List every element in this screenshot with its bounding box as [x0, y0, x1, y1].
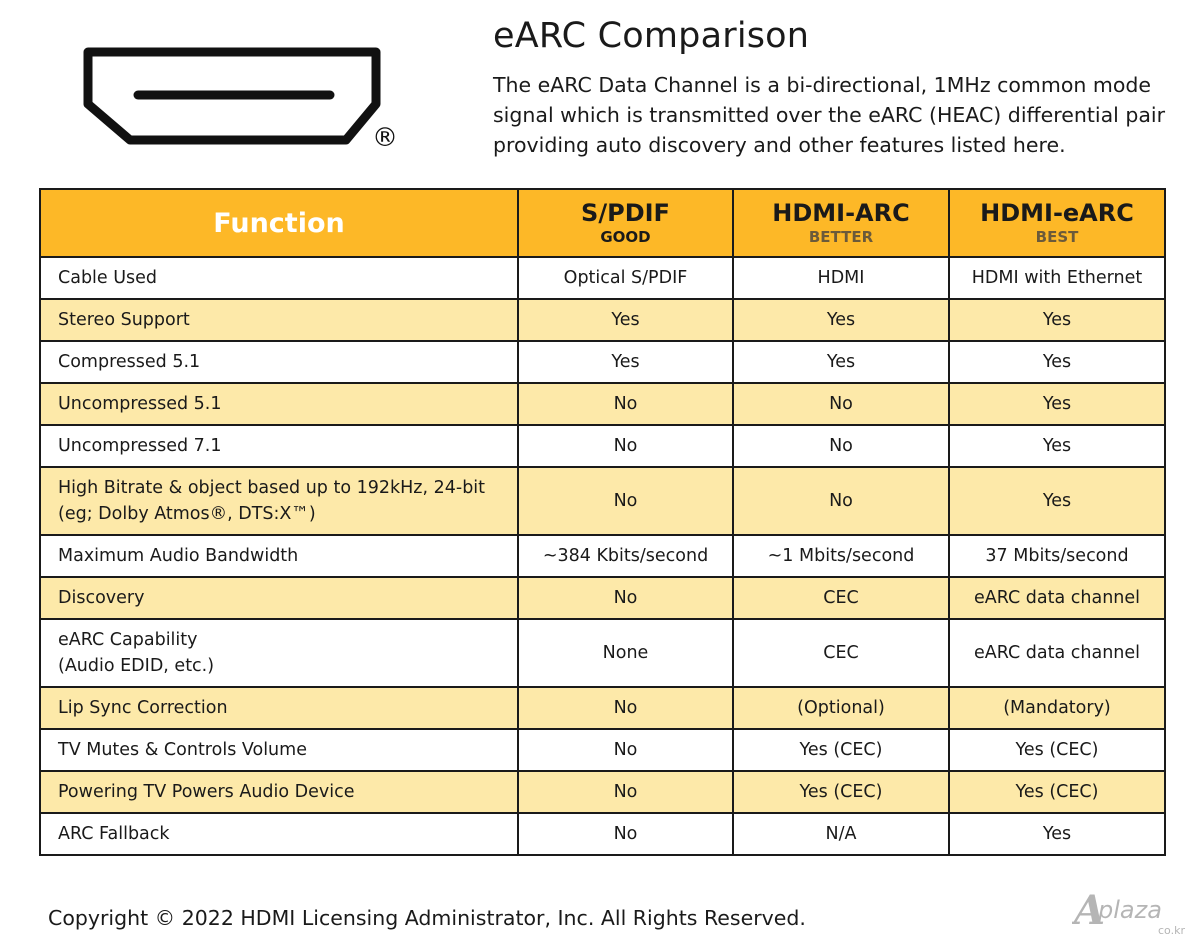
column-header-hdmi-earc [949, 189, 1165, 257]
function-cell [40, 619, 518, 687]
function-label: (Audio EDID, etc.) [58, 656, 215, 676]
table-row [40, 299, 1165, 341]
function-cell [40, 467, 518, 535]
function-label: Uncompressed 7.1 [58, 436, 222, 456]
function-label: Compressed 5.1 [58, 352, 201, 372]
function-label: Maximum Audio Bandwidth [58, 546, 299, 566]
column-name: S/PDIF [581, 199, 670, 228]
table-row [40, 771, 1165, 813]
svg-text:plaza: plaza [1098, 896, 1162, 924]
value-cell: eARC data channel [949, 577, 1165, 619]
value-cell: eARC data channel [949, 619, 1165, 687]
value-cell: CEC [733, 577, 949, 619]
value-cell: No [518, 577, 733, 619]
value-cell: Yes [733, 299, 949, 341]
value-cell: No [733, 425, 949, 467]
column-name: HDMI-eARC [980, 199, 1134, 228]
value-cell: Yes [949, 813, 1165, 855]
column-name: HDMI-ARC [772, 199, 910, 228]
value-cell: No [518, 813, 733, 855]
value-cell: ~384 Kbits/second [518, 535, 733, 577]
value-cell: No [733, 467, 949, 535]
function-label: Powering TV Powers Audio Device [58, 782, 355, 802]
table-row [40, 383, 1165, 425]
table-row [40, 467, 1165, 535]
function-cell [40, 687, 518, 729]
table-row [40, 687, 1165, 729]
value-cell: Yes (CEC) [949, 771, 1165, 813]
value-cell: Yes [949, 341, 1165, 383]
column-header-spdif [518, 189, 733, 257]
value-cell: Yes [733, 341, 949, 383]
value-cell: Yes [949, 383, 1165, 425]
page-title: eARC Comparison [493, 16, 810, 56]
function-cell [40, 771, 518, 813]
function-cell [40, 729, 518, 771]
function-label: Lip Sync Correction [58, 698, 228, 718]
function-label: (eg; Dolby Atmos®, DTS:X™) [58, 504, 316, 524]
function-label: eARC Capability [58, 630, 198, 650]
value-cell: No [518, 771, 733, 813]
function-label: Uncompressed 5.1 [58, 394, 222, 414]
value-cell: No [518, 383, 733, 425]
table-row [40, 729, 1165, 771]
comparison-table [39, 188, 1166, 856]
value-cell: HDMI with Ethernet [949, 257, 1165, 299]
value-cell: HDMI [733, 257, 949, 299]
copyright-notice: Copyright © 2022 HDMI Licensing Administrator, Inc. All Rights Reserved. [48, 906, 806, 930]
function-cell [40, 535, 518, 577]
table-header-row [40, 189, 1165, 257]
function-label: Discovery [58, 588, 145, 608]
table-row [40, 341, 1165, 383]
function-label: Stereo Support [58, 310, 190, 330]
value-cell: Yes [518, 341, 733, 383]
value-cell: N/A [733, 813, 949, 855]
value-cell: Yes [949, 425, 1165, 467]
column-rating: BEST [1035, 228, 1079, 247]
hdmi-connector-icon [78, 42, 408, 157]
function-cell [40, 299, 518, 341]
function-label: ARC Fallback [58, 824, 170, 844]
value-cell: No [733, 383, 949, 425]
table-row [40, 813, 1165, 855]
column-rating: GOOD [600, 228, 651, 247]
value-cell: No [518, 687, 733, 729]
value-cell: Yes [949, 467, 1165, 535]
function-label: High Bitrate & object based up to 192kHz, 24-bit [58, 478, 486, 498]
function-cell [40, 577, 518, 619]
table-row [40, 257, 1165, 299]
function-column-header: Function [40, 189, 518, 257]
value-cell: ~1 Mbits/second [733, 535, 949, 577]
svg-text:A: A [1074, 887, 1106, 934]
value-cell: Yes (CEC) [733, 729, 949, 771]
value-cell: Yes [518, 299, 733, 341]
function-cell [40, 341, 518, 383]
function-cell [40, 425, 518, 467]
value-cell: CEC [733, 619, 949, 687]
registered-mark: ® [372, 123, 398, 153]
function-label: TV Mutes & Controls Volume [58, 740, 307, 760]
value-cell: (Mandatory) [949, 687, 1165, 729]
svg-text:co.kr: co.kr [1158, 924, 1185, 937]
column-header-hdmi-arc [733, 189, 949, 257]
value-cell: Yes [949, 299, 1165, 341]
value-cell: No [518, 425, 733, 467]
table-row [40, 619, 1165, 687]
value-cell: 37 Mbits/second [949, 535, 1165, 577]
table-body [40, 257, 1165, 855]
column-rating: BETTER [808, 228, 874, 247]
function-cell [40, 257, 518, 299]
value-cell: Yes (CEC) [733, 771, 949, 813]
table-row [40, 425, 1165, 467]
table-row [40, 535, 1165, 577]
intro-paragraph: The eARC Data Channel is a bi-directional, 1MHz common mode signal which is transmitted over the eARC (HEAC) differential pair providing auto discovery and other features listed here. [493, 73, 1166, 157]
avplaza-watermark-logo [1072, 880, 1190, 938]
value-cell: Yes (CEC) [949, 729, 1165, 771]
function-cell [40, 383, 518, 425]
value-cell: No [518, 467, 733, 535]
value-cell: None [518, 619, 733, 687]
value-cell: No [518, 729, 733, 771]
function-cell [40, 813, 518, 855]
value-cell: (Optional) [733, 687, 949, 729]
value-cell: Optical S/PDIF [518, 257, 733, 299]
function-label: Cable Used [58, 268, 158, 288]
table-row [40, 577, 1165, 619]
